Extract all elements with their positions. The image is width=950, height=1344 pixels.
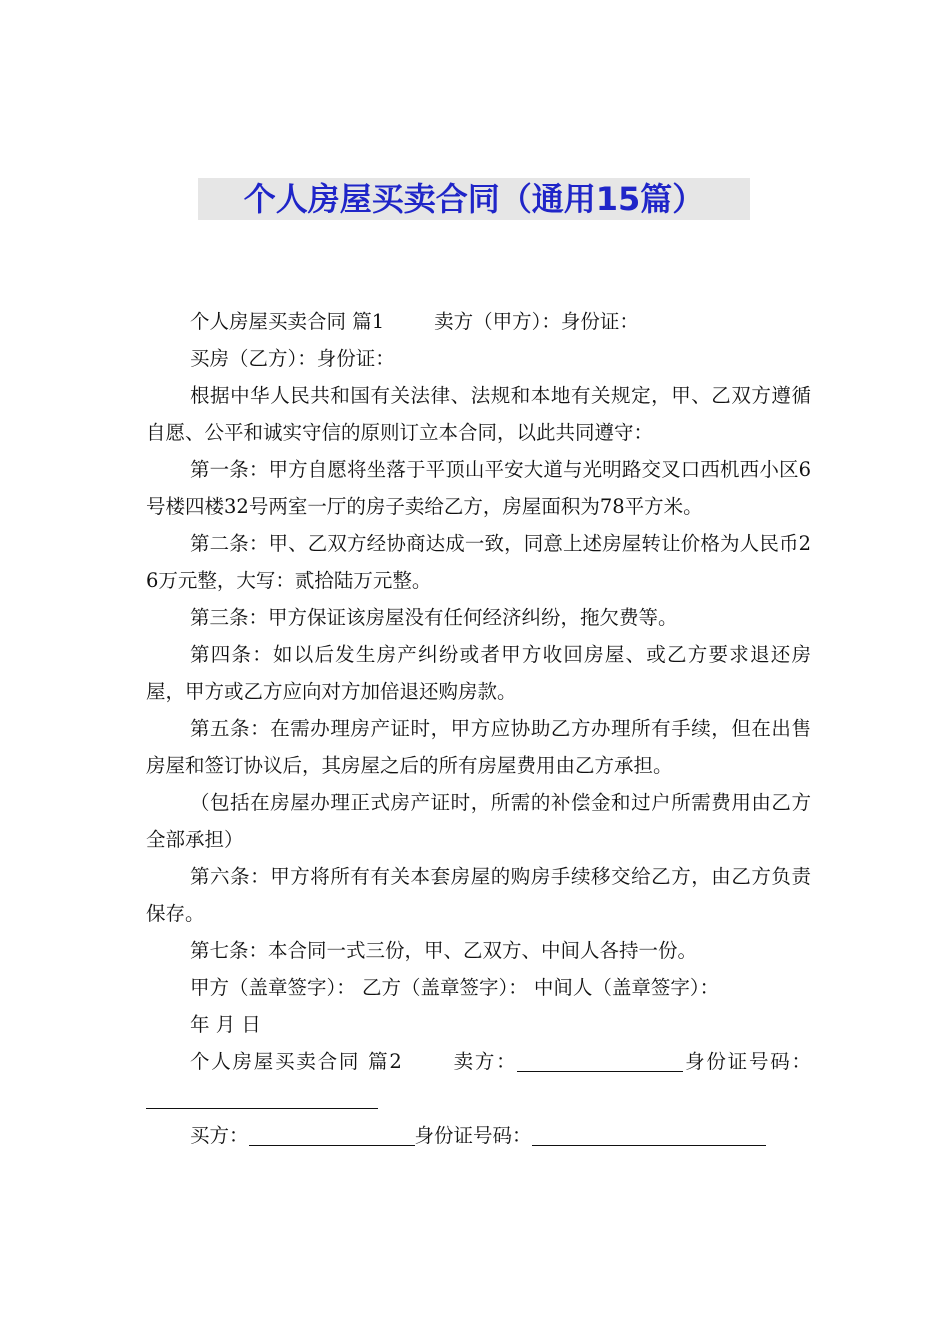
document-body — [146, 303, 811, 1154]
document-title: 个人房屋买卖合同（通用15篇） — [243, 180, 705, 218]
seller-id-label: 身份证号码： — [683, 1050, 811, 1073]
paragraph-preamble: 根据中华人民共和国有关法律、法规和本地有关规定，甲、乙双方遵循自愿、公平和诚实守信的原则订立本合同，以此共同遵守： — [146, 384, 811, 444]
clause-5: 第五条：在需办理房产证时，甲方应协助乙方办理所有手续，但在出售房屋和签订协议后，其房屋之后的所有房屋费用由乙方承担。 — [146, 717, 811, 777]
seller-line: 卖方（甲方）：身份证： — [434, 310, 639, 333]
signature-line: 甲方（盖章签字）： 乙方（盖章签字）： 中间人（盖章签字）： — [190, 976, 720, 999]
date-line: 年 月 日 — [190, 1013, 261, 1036]
paragraph-1 — [146, 303, 811, 340]
clause-2: 第二条：甲、乙双方经协商达成一致，同意上述房屋转让价格为人民币26万元整，大写：贰拾陆万元整。 — [146, 532, 811, 592]
part2-seller-paragraph — [146, 1043, 811, 1117]
clause-5-note: （包括在房屋办理正式房产证时，所需的补偿金和过户所需费用由乙方全部承担） — [146, 791, 811, 851]
buyer-blank — [249, 1121, 415, 1146]
clause-3: 第三条：甲方保证该房屋没有任何经济纠纷，拖欠费等。 — [190, 606, 678, 629]
seller-label: 卖方： — [451, 1050, 518, 1073]
clause-4: 第四条：如以后发生房产纠纷或者甲方收回房屋、或乙方要求退还房屋，甲方或乙方应向对方加倍退还购房款。 — [146, 643, 811, 703]
clause-7: 第七条：本合同一式三份，甲、乙双方、中间人各持一份。 — [190, 939, 698, 962]
contract-heading-2: 个人房屋买卖合同 篇2 — [190, 1050, 402, 1073]
buyer-label: 买方： — [190, 1124, 249, 1147]
buyer-id-blank — [532, 1121, 766, 1146]
clause-1: 第一条：甲方自愿将坐落于平顶山平安大道与光明路交叉口西机西小区6号楼四楼32号两室一厅的房子卖给乙方，房屋面积为78平方米。 — [146, 458, 811, 518]
clause-6: 第六条：甲方将所有有关本套房屋的购房手续移交给乙方，由乙方负责保存。 — [146, 865, 811, 925]
contract-heading-1: 个人房屋买卖合同 篇1 — [190, 310, 385, 333]
part2-buyer-paragraph — [146, 1117, 811, 1154]
buyer-id-label: 身份证号码： — [414, 1124, 532, 1147]
paragraph-buyer: 买房（乙方）：身份证： — [190, 347, 395, 370]
seller-blank — [517, 1047, 683, 1072]
seller-id-blank — [146, 1084, 378, 1109]
